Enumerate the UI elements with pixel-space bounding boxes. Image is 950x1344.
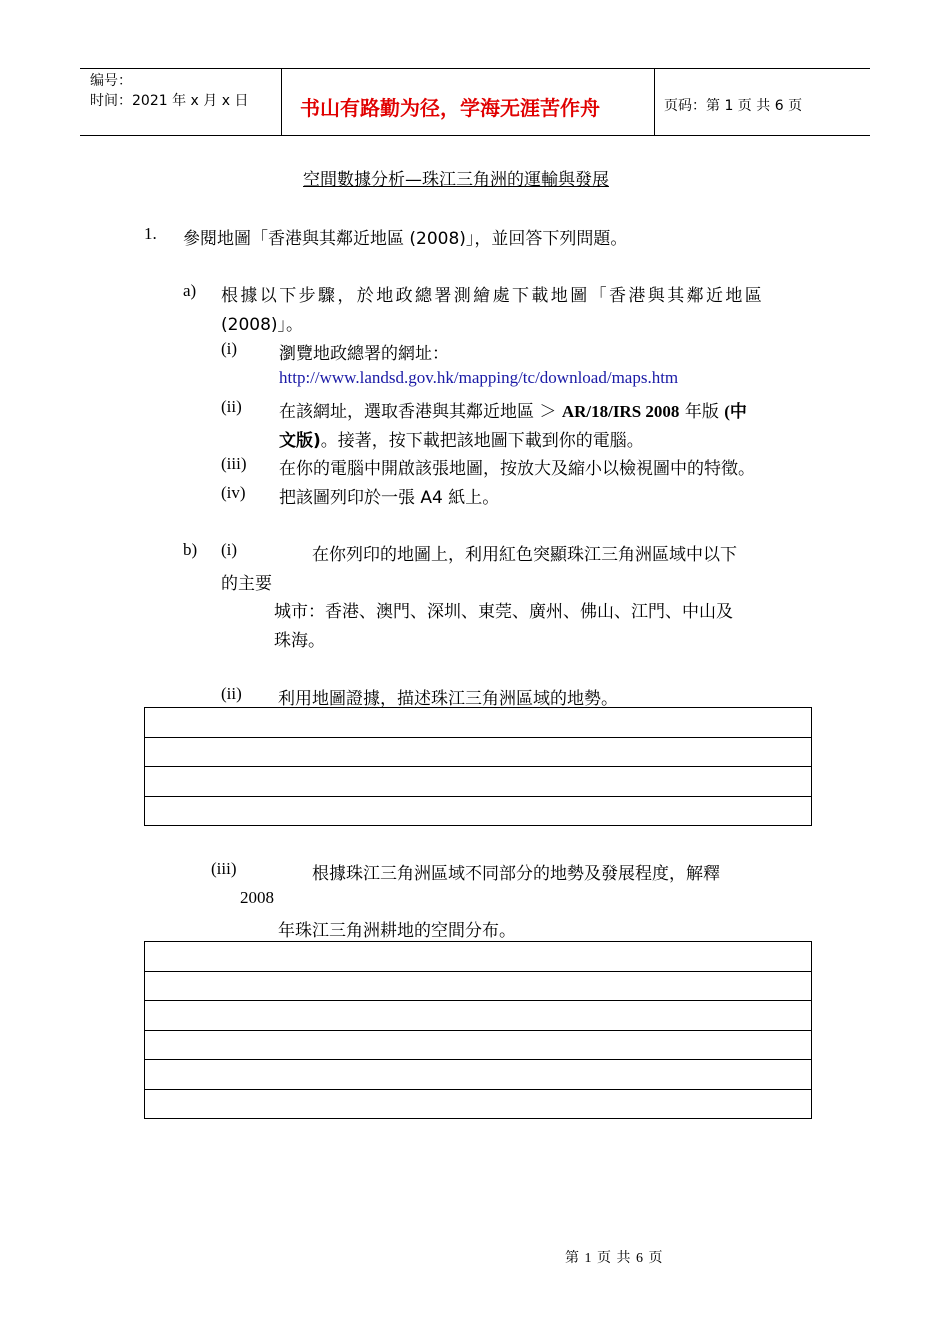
answer-line[interactable] xyxy=(145,1060,811,1090)
answer-box-ii[interactable] xyxy=(144,707,812,826)
step-ii-map-code: AR/18/IRS 2008 xyxy=(561,402,680,421)
document-title: 空間數據分析—珠江三角洲的運輸與發展 xyxy=(303,170,609,190)
answer-line[interactable] xyxy=(145,708,811,738)
header-number-label: 编号： xyxy=(90,73,132,89)
step-ii-line2-post: 。接著，按下載把該地圖下載到你的電腦。 xyxy=(320,431,644,451)
step-ii-line2-bold: 文版) xyxy=(279,431,321,451)
landsd-url-link[interactable]: http://www.landsd.gov.hk/mapping/tc/download/maps.htm xyxy=(279,368,679,387)
step-ii-post: 年版 xyxy=(679,402,725,422)
header-date-label: 时间：2021 年 x 月 x 日 xyxy=(90,93,249,109)
step-ii-num: (ii) xyxy=(221,397,242,416)
step-ii-line2 xyxy=(279,426,644,451)
step-ii-bold2: (中 xyxy=(724,402,747,421)
page-footer: 第 1 页 共 6 页 xyxy=(565,1251,664,1266)
step-i-num: (i) xyxy=(221,339,238,358)
step-ii-line1 xyxy=(279,397,747,422)
qa-text-line2: (2008)」。 xyxy=(221,315,304,335)
step-iv-text: 把該圖列印於一張 A4 紙上。 xyxy=(279,488,500,508)
answer-box-iii[interactable] xyxy=(144,941,812,1119)
qa-text-line1: 根據以下步驟，於地政總署測繪處下載地圖「香港與其鄰近地區 xyxy=(221,286,765,306)
qb-i-line2: 的主要 xyxy=(221,574,272,594)
answer-line[interactable] xyxy=(145,942,811,972)
qb-i-line4: 珠海。 xyxy=(274,631,325,651)
qb-i-line1: 在你列印的地圖上，利用紅色突顯珠江三角洲區域中以下 xyxy=(312,545,737,565)
qb-iii-line2: 2008 xyxy=(240,888,274,907)
qb-iii-line1: 根據珠江三角洲區域不同部分的地勢及發展程度，解釋 xyxy=(312,864,720,884)
answer-line[interactable] xyxy=(145,767,811,797)
header-page-info: 页码：第 1 页 共 6 页 xyxy=(664,98,803,114)
header-bottom-border xyxy=(80,135,870,136)
header-motto: 书山有路勤为径，学海无涯苦作舟 xyxy=(300,96,600,120)
qb-i-line3: 城市：香港、澳門、深圳、東莞、廣州、佛山、江門、中山及 xyxy=(274,602,733,622)
qb-ii-num: (ii) xyxy=(221,684,242,703)
step-iii-text: 在你的電腦中開啟該張地圖，按放大及縮小以檢視圖中的特徵。 xyxy=(279,459,755,479)
answer-line[interactable] xyxy=(145,1090,811,1119)
qa-label: a) xyxy=(183,281,197,300)
qb-iii-line3: 年珠江三角洲耕地的空間分布。 xyxy=(278,921,516,941)
q1-text: 參閱地圖「香港與其鄰近地區 (2008)」，並回答下列問題。 xyxy=(183,229,628,249)
answer-line[interactable] xyxy=(145,972,811,1002)
qb-i-num: (i) xyxy=(221,540,238,559)
header-divider-1 xyxy=(281,69,282,136)
q1-number: 1. xyxy=(144,224,157,243)
qb-ii-text: 利用地圖證據，描述珠江三角洲區域的地勢。 xyxy=(278,689,618,709)
step-ii-pre: 在該網址，選取香港與其鄰近地區 ＞ xyxy=(279,402,562,422)
step-i-text: 瀏覽地政總署的網址： xyxy=(279,344,449,364)
answer-line[interactable] xyxy=(145,797,811,826)
answer-line[interactable] xyxy=(145,738,811,768)
header-top-border xyxy=(80,68,870,69)
step-iv-num: (iv) xyxy=(221,483,246,502)
answer-line[interactable] xyxy=(145,1001,811,1031)
step-iii-num: (iii) xyxy=(221,454,247,473)
header-divider-2 xyxy=(654,69,655,136)
qb-label: b) xyxy=(183,540,198,559)
answer-line[interactable] xyxy=(145,1031,811,1061)
qb-iii-num: (iii) xyxy=(211,859,237,878)
